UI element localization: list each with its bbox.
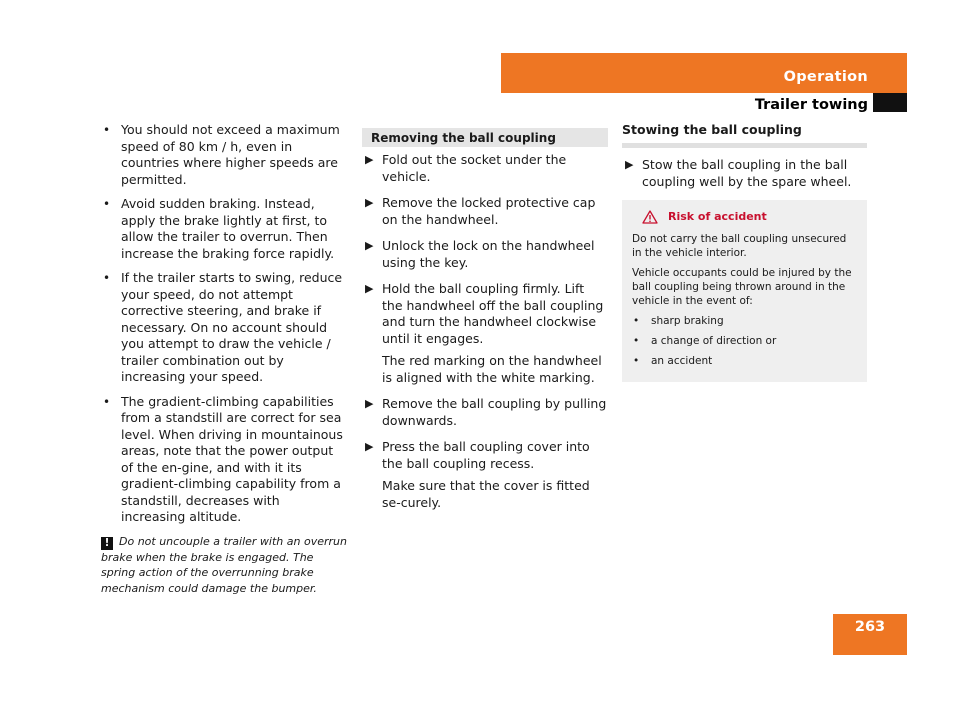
instruction-step [362, 238, 608, 271]
column-stowing [622, 122, 867, 382]
heading-rule [622, 143, 867, 148]
arrow-right-icon: ▶ [365, 153, 374, 166]
warning-header [632, 210, 857, 224]
list-item [101, 122, 347, 188]
section-heading-removing: Removing the ball coupling [362, 128, 608, 147]
step-text: Remove the locked protective cap on the handwheel. [382, 195, 596, 227]
warning-list-item [632, 334, 857, 348]
caution-note [101, 534, 347, 597]
exclamation-icon: ! [101, 537, 113, 550]
warning-title: Risk of accident [668, 210, 767, 223]
step-text: Stow the ball coupling in the ball coupling well by the spare wheel. [642, 157, 852, 189]
warning-item-text: sharp braking [651, 315, 724, 327]
bullet-text: Avoid sudden braking. Instead, apply the brake lightly at first, to allow the trailer to overrun. Then increase the braking force rapidly. [121, 196, 335, 261]
list-item [101, 270, 347, 386]
note-text: Do not uncouple a trailer with an overrun brake when the brake is engaged. The spring action of the overrunning brake mechanism could damage the bumper. [101, 534, 347, 595]
step-text: Remove the ball coupling by pulling downwards. [382, 396, 607, 428]
step-text: Hold the ball coupling firmly. Lift the handwheel off the ball coupling and turn the handwheel clockwise until it engages. [382, 281, 604, 346]
arrow-right-icon: ▶ [365, 397, 374, 410]
warning-item-text: a change of direction or [651, 335, 777, 347]
list-item [101, 394, 347, 526]
bullet-icon: • [103, 394, 111, 409]
step-result: Make sure that the cover is fitted se-curely. [382, 478, 590, 510]
instruction-step [362, 195, 608, 228]
warning-box [622, 200, 867, 382]
step-text: Fold out the socket under the vehicle. [382, 152, 567, 184]
step-text: Press the ball coupling cover into the ball coupling recess. [382, 439, 590, 471]
bullet-icon: • [103, 197, 111, 211]
column-removing [362, 128, 608, 521]
bullet-text: The gradient-climbing capabilities from a standstill are correct for sea level. When driving in mountainous areas, note that the power output of the en-gine, and with it its gradient-climbing capability from a standstill, decreases with increasing altitude. [121, 393, 343, 524]
subsection-title: Trailer towing [754, 97, 868, 113]
header-marker [873, 93, 907, 112]
arrow-right-icon: ▶ [365, 440, 374, 453]
warning-list-item [632, 314, 857, 328]
bullet-icon: • [103, 123, 111, 137]
instruction-step [622, 157, 867, 190]
warning-item-text: an accident [651, 355, 713, 367]
list-item [101, 196, 347, 262]
section-title: Operation [783, 69, 868, 85]
warning-list-item [632, 354, 857, 368]
warning-paragraph: Do not carry the ball coupling unsecured in the vehicle interior. [632, 233, 847, 259]
bullet-icon: • [103, 271, 111, 285]
arrow-right-icon: ▶ [625, 158, 634, 171]
warning-triangle-icon [642, 210, 658, 224]
instruction-step [362, 396, 608, 429]
bullet-icon: • [633, 335, 640, 347]
section-heading-stowing: Stowing the ball coupling [622, 122, 802, 137]
step-result: The red marking on the handwheel is aligned with the white marking. [382, 353, 602, 385]
arrow-right-icon: ▶ [365, 196, 374, 209]
page-number: 263 [854, 619, 886, 635]
bullet-text: You should not exceed a maximum speed of 80 km / h, even in countries where higher speeds are permitted. [121, 122, 340, 187]
instruction-step [362, 439, 608, 511]
bullet-icon: • [633, 315, 640, 327]
bullet-icon: • [633, 355, 640, 367]
column-guidelines [101, 122, 347, 596]
arrow-right-icon: ▶ [365, 282, 374, 295]
warning-paragraph: Vehicle occupants could be injured by the ball coupling being thrown around in the vehicle in the event of: [632, 267, 852, 307]
bullet-text: If the trailer starts to swing, reduce your speed, do not attempt corrective steering, and brake if necessary. On no account should you attempt to draw the vehicle / trailer combination out by increasing your speed. [121, 270, 343, 384]
instruction-step [362, 152, 608, 185]
instruction-step [362, 281, 608, 386]
arrow-right-icon: ▶ [365, 239, 374, 252]
step-text: Unlock the lock on the handwheel using the key. [382, 238, 595, 270]
